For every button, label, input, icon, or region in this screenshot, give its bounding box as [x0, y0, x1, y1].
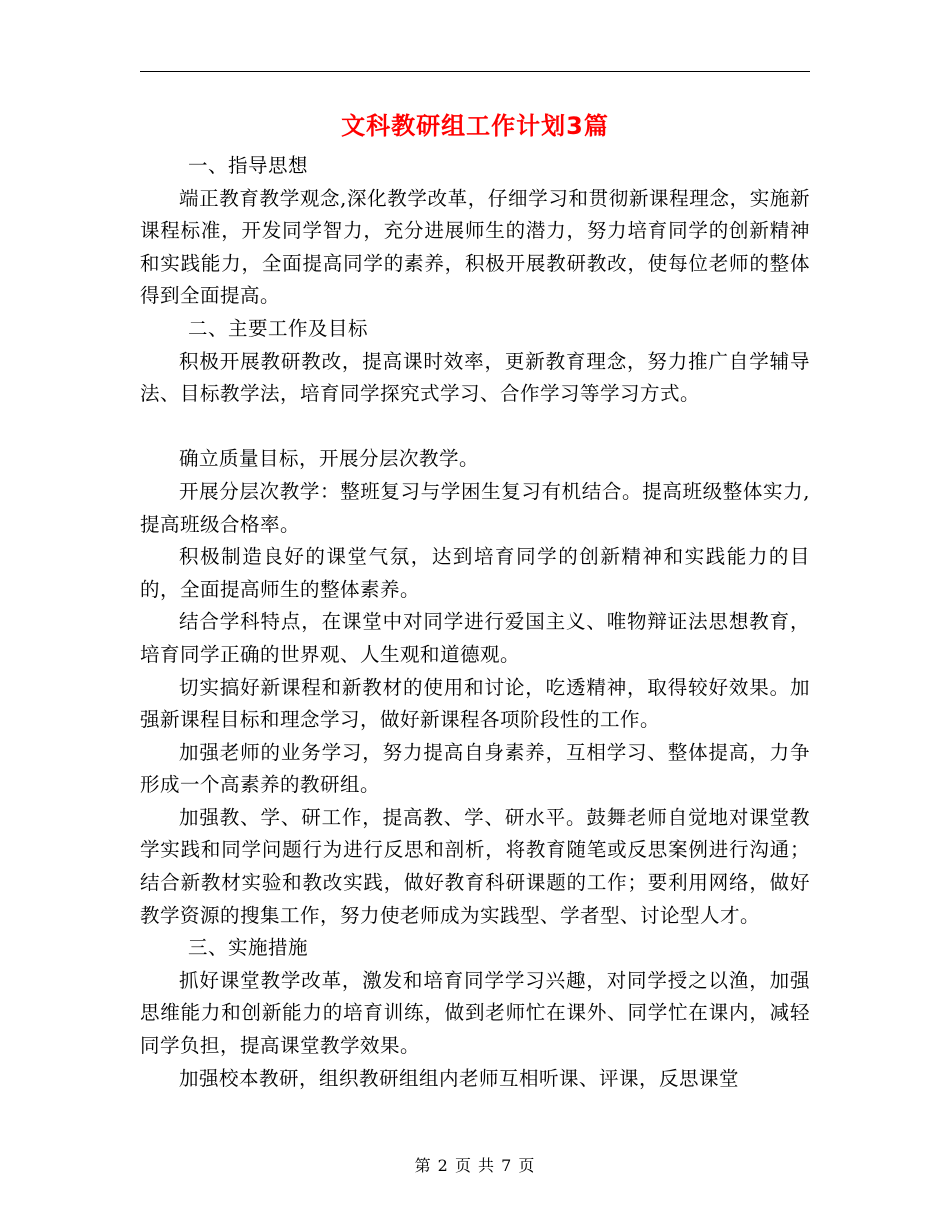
body-paragraph: 积极开展教研教改，提高课时效率，更新教育理念，努力推广自学辅导法、目标教学法，培育同学探究式学习、合作学习等学习方式。	[140, 349, 810, 406]
body-paragraph: 加强教、学、研工作，提高教、学、研水平。鼓舞老师自觉地对课堂教学实践和同学问题行为进行反思和剖析，将教育随笔或反思案例进行沟通；结合新教材实验和教改实践，做好教育科研课题的工作；要利用网络，做好教学资源的搜集工作，努力使老师成为实践型、学者型、讨论型人才。	[140, 805, 810, 927]
header-rule	[140, 71, 810, 72]
body-paragraph: 加强老师的业务学习，努力提高自身素养，互相学习、整体提高，力争形成一个高素养的教研组。	[140, 740, 810, 797]
blank-line	[140, 411, 810, 444]
body-paragraph: 端正教育教学观念,深化教学改革，仔细学习和贯彻新课程理念，实施新课程标准，开发同学智力，充分进展师生的潜力，努力培育同学的创新精神和实践能力，全面提高同学的素养，积极开展教研教改，使每位老师的整体得到全面提高。	[140, 186, 810, 308]
body-paragraph: 切实搞好新课程和新教材的使用和讨论，吃透精神，取得较好效果。加强新课程目标和理念学习，做好新课程各项阶段性的工作。	[140, 675, 810, 732]
section-heading: 二、主要工作及目标	[188, 316, 369, 340]
page-footer: 第 2 页 共 7 页	[414, 1156, 536, 1175]
body-paragraph: 确立质量目标，开展分层次教学。	[179, 447, 480, 471]
document-title: 文科教研组工作计划3篇	[341, 112, 609, 140]
body-paragraph: 加强校本教研，组织教研组组内老师互相听课、评课，反思课堂	[179, 1066, 740, 1090]
body-paragraph: 积极制造良好的课堂气氛，达到培育同学的创新精神和实践能力的目的，全面提高师生的整体素养。	[140, 545, 810, 601]
document-body	[140, 150, 810, 1095]
section-heading: 三、实施措施	[188, 936, 309, 960]
body-paragraph: 开展分层次教学：整班复习与学困生复习有机结合。提高班级整体实力,提高班级合格率。	[140, 479, 810, 536]
body-paragraph: 抓好课堂教学改革，激发和培育同学学习兴趣，对同学授之以渔，加强思维能力和创新能力的培育训练，做到老师忙在课外、同学忙在课内，减轻同学负担，提高课堂教学效果。	[140, 968, 810, 1058]
body-paragraph: 结合学科特点，在课堂中对同学进行爱国主义、唯物辩证法思想教育，培育同学正确的世界观、人生观和道德观。	[140, 610, 810, 666]
section-heading: 一、指导思想	[188, 154, 309, 177]
